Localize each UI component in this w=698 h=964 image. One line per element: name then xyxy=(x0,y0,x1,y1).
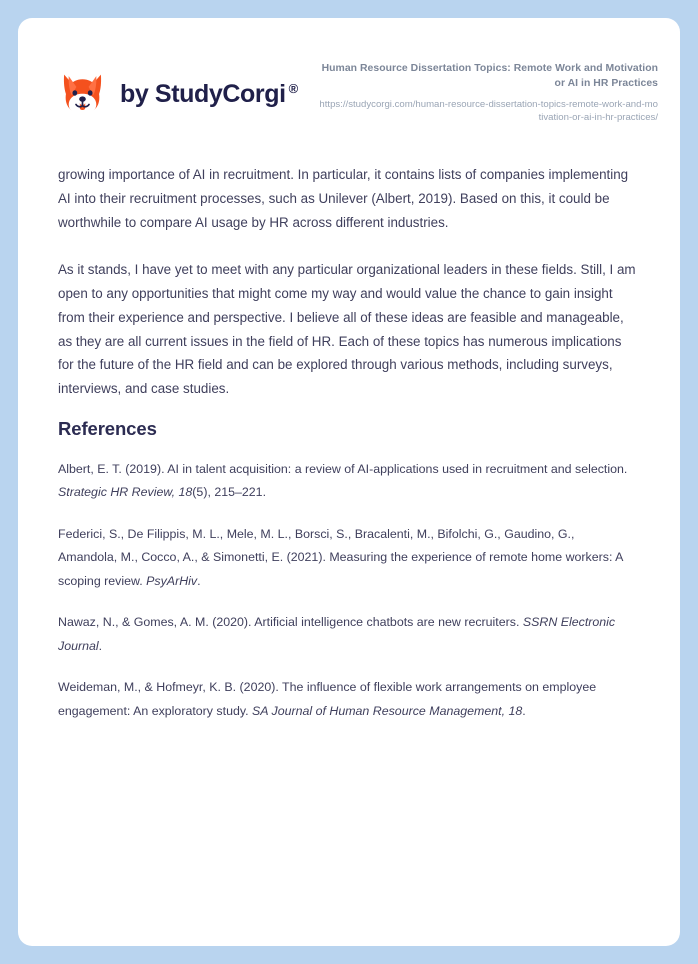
registered-trademark-icon: ® xyxy=(288,80,298,96)
header-meta xyxy=(318,60,658,125)
source-url: https://studycorgi.com/human-resource-dissertation-topics-remote-work-and-motivation-or-ai-in-hr-practices/ xyxy=(319,98,658,124)
reference-text: Nawaz, N., & Gomes, A. M. (2020). Artificial intelligence chatbots are new recruiters. xyxy=(58,615,523,630)
reference-locator: . xyxy=(522,703,526,718)
body-paragraph: As it stands, I have yet to meet with any particular organizational leaders in these fields. Still, I am open to any opportunities that might come my way and would value the chance to gain insight from their experience and perspective. I believe all of these ideas are feasible and manageable, as they are all current issues in the field of HR. Each of these topics has numerous implications for the future of the HR field and can be explored through various methods, including surveys, interviews, and case studies. xyxy=(58,262,636,396)
reference-locator: . xyxy=(98,638,103,653)
document-body xyxy=(18,125,680,723)
brand-logo xyxy=(58,70,298,119)
reference-source: Strategic HR Review, 18 xyxy=(58,485,193,500)
corgi-head-icon xyxy=(58,70,107,119)
reference-text: Federici, S., De Filippis, M. L., Mele, M. L., Borsci, S., Bracalenti, M., Bifolchi, G., Gaudino, G., Amandola, M., Cocco, A., & Simonetti, E. (2021). Measuring the experience of remote home workers: A scoping review. xyxy=(58,526,623,588)
reference-text: Albert, E. T. (2019). AI in talent acquisition: a review of AI-applications used in recruitment and selection. xyxy=(58,461,628,476)
body-paragraph: growing importance of AI in recruitment. In particular, it contains lists of companies implementing AI into their recruitment processes, such as Unilever (Albert, 2019). Based on this, it could be worthwhile to compare AI usage by HR across different industries. xyxy=(58,167,629,230)
reference-locator: . xyxy=(197,573,201,588)
reference-item xyxy=(58,458,636,505)
document-header xyxy=(18,18,680,125)
document-page xyxy=(18,18,680,946)
brand-name xyxy=(120,80,298,109)
brand-name-text: by StudyCorgi xyxy=(120,80,286,108)
reference-text: Weideman, M., & Hofmeyr, K. B. (2020). The influence of flexible work arrangements on employee engagement: An exploratory study. xyxy=(58,680,597,718)
references-list xyxy=(58,458,636,724)
page-title: Human Resource Dissertation Topics: Remote Work and Motivation or AI in HR Practices xyxy=(321,63,658,89)
references-heading: References xyxy=(58,417,157,439)
paragraph-list xyxy=(58,163,636,400)
reference-locator: (5), 215–221. xyxy=(192,485,267,500)
reference-item xyxy=(58,523,636,594)
reference-item xyxy=(58,611,636,658)
reference-source: PsyArHiv xyxy=(146,573,198,588)
reference-item xyxy=(58,676,636,723)
reference-source: SA Journal of Human Resource Management, 18 xyxy=(252,703,523,718)
reference-source: SSRN Electronic Journal xyxy=(58,615,616,653)
